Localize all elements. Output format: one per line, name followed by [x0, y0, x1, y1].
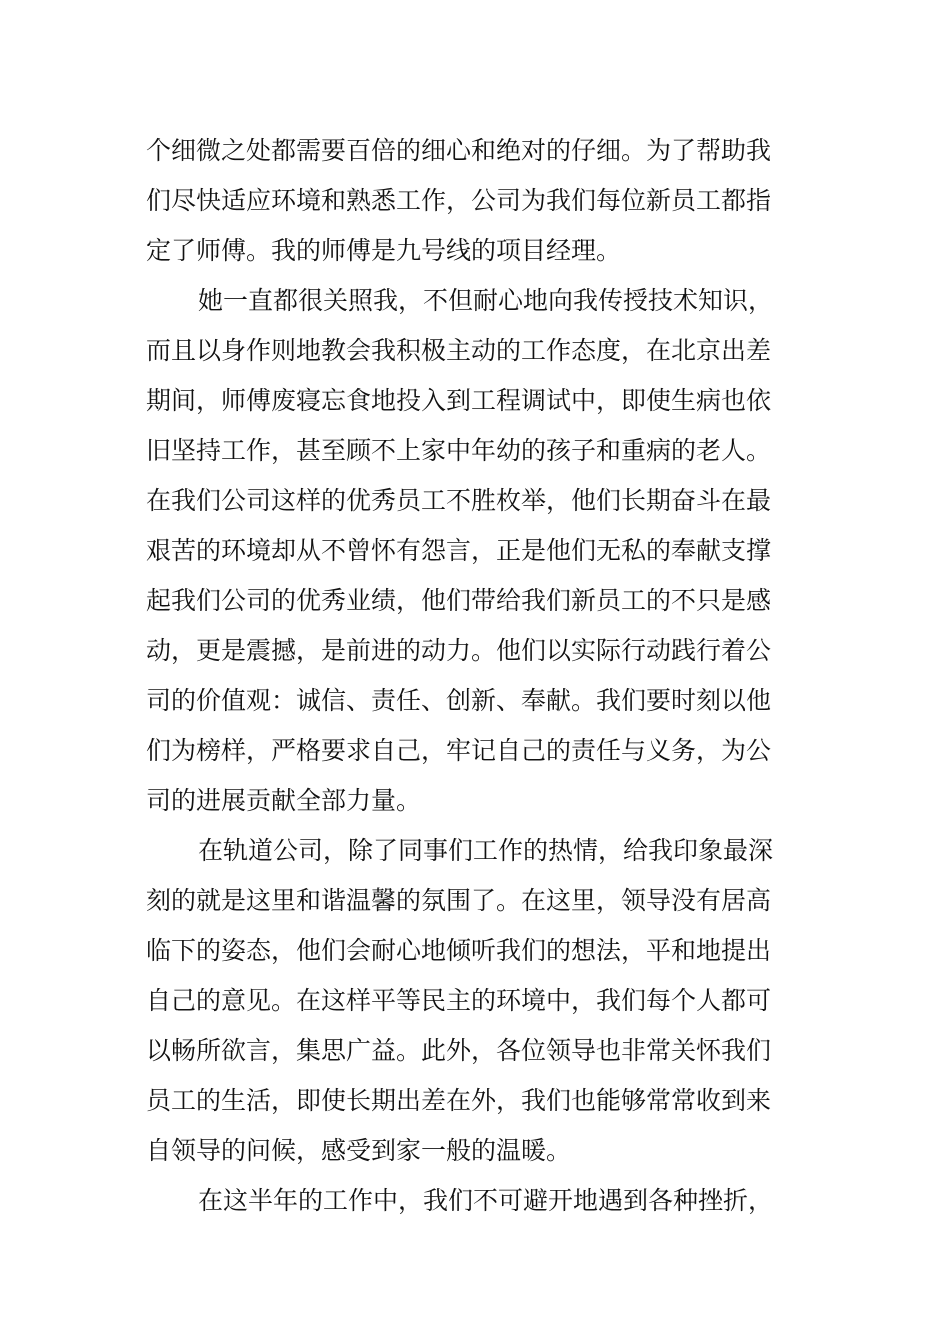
text-line-15: 在轨道公司，除了同事们工作的热情，给我印象最深	[198, 836, 774, 865]
text-line-16: 刻的就是这里和谐温馨的氛围了。在这里，领导没有居高	[146, 886, 772, 915]
text-line-13: 们为榜样，严格要求自己，牢记自己的责任与义务，为公	[146, 736, 772, 765]
text-line-9: 艰苦的环境却从不曾怀有怨言，正是他们无私的奉献支撑	[146, 536, 772, 565]
text-line-2: 们尽快适应环境和熟悉工作，公司为我们每位新员工都指	[146, 186, 772, 215]
text-line-21: 自领导的问候，感受到家一般的温暖。	[146, 1136, 572, 1165]
text-line-3: 定了师傅。我的师傅是九号线的项目经理。	[146, 236, 622, 265]
text-line-4: 她一直都很关照我，不但耐心地向我传授技术知识，	[198, 286, 774, 315]
text-line-7: 旧坚持工作，甚至顾不上家中年幼的孩子和重病的老人。	[146, 436, 772, 465]
text-line-8: 在我们公司这样的优秀员工不胜枚举，他们长期奋斗在最	[146, 486, 772, 515]
text-line-6: 期间，师傅废寝忘食地投入到工程调试中，即使生病也依	[146, 386, 772, 415]
text-line-12: 司的价值观：诚信、责任、创新、奉献。我们要时刻以他	[146, 686, 772, 715]
text-line-19: 以畅所欲言，集思广益。此外，各位领导也非常关怀我们	[146, 1036, 772, 1065]
text-line-1: 个细微之处都需要百倍的细心和绝对的仔细。为了帮助我	[146, 136, 772, 165]
text-line-14: 司的进展贡献全部力量。	[146, 786, 422, 815]
text-line-20: 员工的生活，即使长期出差在外，我们也能够常常收到来	[146, 1086, 772, 1115]
text-line-10: 起我们公司的优秀业绩，他们带给我们新员工的不只是感	[146, 586, 772, 615]
text-line-5: 而且以身作则地教会我积极主动的工作态度，在北京出差	[146, 336, 772, 365]
text-line-18: 自己的意见。在这样平等民主的环境中，我们每个人都可	[146, 986, 772, 1015]
text-line-11: 动，更是震撼，是前进的动力。他们以实际行动践行着公	[146, 636, 772, 665]
text-line-17: 临下的姿态，他们会耐心地倾听我们的想法，平和地提出	[146, 936, 772, 965]
body-text	[146, 126, 808, 1226]
text-line-22: 在这半年的工作中，我们不可避开地遇到各种挫折，	[198, 1186, 774, 1215]
